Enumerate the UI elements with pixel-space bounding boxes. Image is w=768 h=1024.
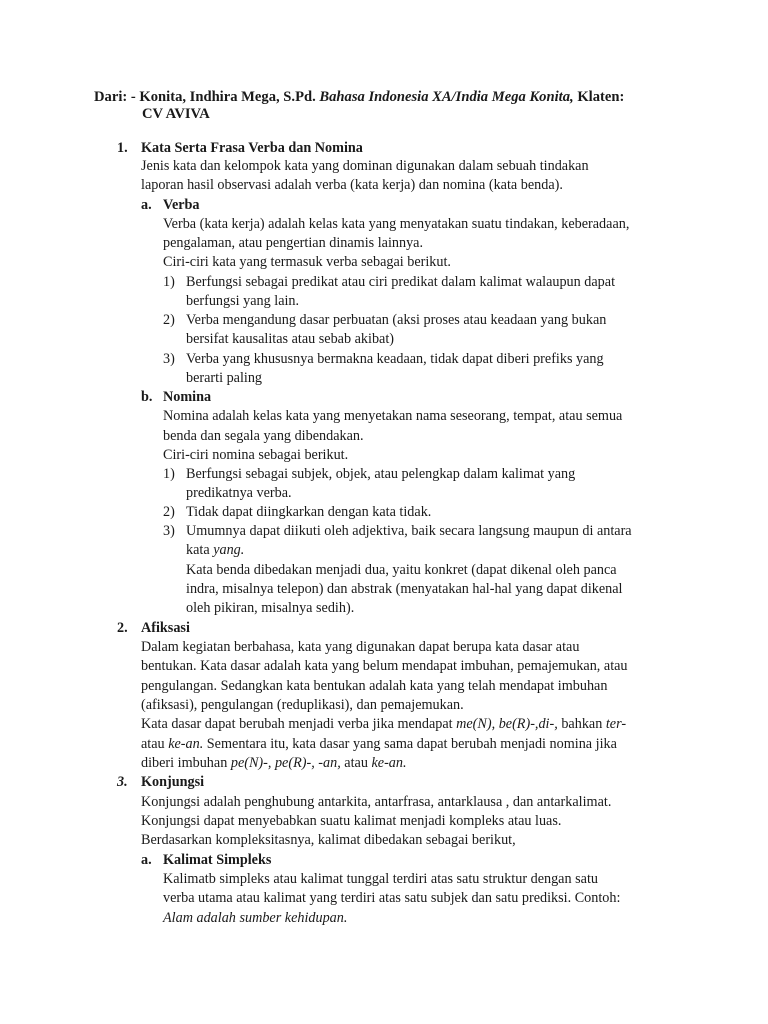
section-2-paragraph-line: pengulangan. Sedangkan kata bentukan adalah kata yang telah mendapat imbuhan <box>141 678 608 694</box>
verba-paragraph-line: pengalaman, atau pengertian dinamis lainnya. <box>163 235 424 251</box>
nomina-item-number: 1) <box>163 466 175 482</box>
nomina-item-number: 3) <box>163 523 175 539</box>
section-3-title: Konjungsi <box>141 774 205 790</box>
nomina-item-text: Berfungsi sebagai subjek, objek, atau pelengkap dalam kalimat yang <box>186 466 576 482</box>
subsection-3a-label: a. <box>141 852 152 868</box>
section-1-title: Kata Serta Frasa Verba dan Nomina <box>141 140 363 156</box>
verba-item-number: 3) <box>163 351 175 367</box>
nomina-item-text: Tidak dapat diingkarkan dengan kata tidak. <box>186 504 432 520</box>
simpleks-paragraph-line: verba utama atau kalimat yang terdiri atas satu subjek dan satu prediksi. Contoh: <box>163 890 621 906</box>
section-2-paragraph-line: bentukan. Kata dasar adalah kata yang belum mendapat imbuhan, pemajemukan, atau <box>141 658 628 674</box>
verba-paragraph-line: Verba (kata kerja) adalah kelas kata yang menyatakan suatu tindakan, keberadaan, <box>163 216 630 232</box>
verba-item-text: Berfungsi sebagai predikat atau ciri predikat dalam kalimat walaupun dapat <box>186 274 616 290</box>
verba-item-number: 2) <box>163 312 175 328</box>
citation-publisher: CV AVIVA <box>142 106 210 122</box>
section-2-paragraph-line: (afiksasi), pengulangan (reduplikasi), dan pemajemukan. <box>141 697 464 713</box>
citation-city: Klaten: <box>577 89 625 105</box>
subsection-1a-label: a. <box>141 197 152 213</box>
subsection-3a-title: Kalimat Simpleks <box>163 852 272 868</box>
citation-title: Bahasa Indonesia XA/India Mega Konita, <box>319 89 574 105</box>
nomina-item-number: 2) <box>163 504 175 520</box>
section-1-number: 1. <box>117 140 128 156</box>
verba-paragraph-line: Ciri-ciri kata yang termasuk verba sebagai berikut. <box>163 254 451 270</box>
section-2-paragraph-line: atau ke-an. Sementara itu, kata dasar yang sama dapat berubah menjadi nomina jika <box>141 736 617 752</box>
nomina-item-text: predikatnya verba. <box>186 485 292 501</box>
nomina-paragraph-line: benda dan segala yang dibendakan. <box>163 428 364 444</box>
verba-item-text: bersifat kausalitas atau sebab akibat) <box>186 331 394 347</box>
section-2-title: Afiksasi <box>141 620 190 636</box>
nomina-extra-line: indra, misalnya telepon) dan abstrak (menyatakan hal-hal yang dapat dikenal <box>186 581 623 597</box>
verba-item-text: berarti paling <box>186 370 263 386</box>
subsection-1b-title: Nomina <box>163 389 212 405</box>
nomina-item-text: Umumnya dapat diikuti oleh adjektiva, baik secara langsung maupun di antara <box>186 523 632 539</box>
subsection-1a-title: Verba <box>163 197 200 213</box>
simpleks-example: Alam adalah sumber kehidupan. <box>163 910 348 926</box>
subsection-1b-label: b. <box>141 389 153 405</box>
section-3-paragraph-line: Berdasarkan kompleksitasnya, kalimat dibedakan sebagai berikut, <box>141 832 516 848</box>
section-2-number: 2. <box>117 620 128 636</box>
section-2-paragraph-line: Kata dasar dapat berubah menjadi verba jika mendapat me(N), be(R)-,di-, bahkan ter- <box>141 716 627 732</box>
section-3-paragraph-line: Konjungsi dapat menyebabkan suatu kalimat menjadi kompleks atau luas. <box>141 813 562 829</box>
verba-item-text: Verba yang khususnya bermakna keadaan, tidak dapat diberi prefiks yang <box>186 351 604 367</box>
section-2-paragraph-line: diberi imbuhan pe(N)-, pe(R)-, -an, atau ke-an. <box>141 755 407 771</box>
verba-item-number: 1) <box>163 274 175 290</box>
section-3-number: 3. <box>117 774 128 790</box>
verba-item-text: Verba mengandung dasar perbuatan (aksi proses atau keadaan yang bukan <box>186 312 607 328</box>
section-3-paragraph-line: Konjungsi adalah penghubung antarkita, antarfrasa, antarklausa , dan antarkalimat. <box>141 794 612 810</box>
nomina-extra-line: Kata benda dibedakan menjadi dua, yaitu konkret (dapat dikenal oleh panca <box>186 562 617 578</box>
section-2-paragraph-line: Dalam kegiatan berbahasa, kata yang digunakan dapat berupa kata dasar atau <box>141 639 580 655</box>
nomina-extra-line: oleh pikiran, misalnya sedih). <box>186 600 355 616</box>
citation-author: Dari: - Konita, Indhira Mega, S.Pd. <box>94 89 316 105</box>
section-1-paragraph-line: laporan hasil observasi adalah verba (kata kerja) dan nomina (kata benda). <box>141 177 563 193</box>
section-1-paragraph-line: Jenis kata dan kelompok kata yang dominan digunakan dalam sebuah tindakan <box>141 158 589 174</box>
nomina-item-text: kata yang. <box>186 542 245 558</box>
verba-item-text: berfungsi yang lain. <box>186 293 300 309</box>
simpleks-paragraph-line: Kalimatb simpleks atau kalimat tunggal terdiri atas satu struktur dengan satu <box>163 871 598 887</box>
nomina-paragraph-line: Nomina adalah kelas kata yang menyetakan nama seseorang, tempat, atau semua <box>163 408 623 424</box>
nomina-paragraph-line: Ciri-ciri nomina sebagai berikut. <box>163 447 349 463</box>
